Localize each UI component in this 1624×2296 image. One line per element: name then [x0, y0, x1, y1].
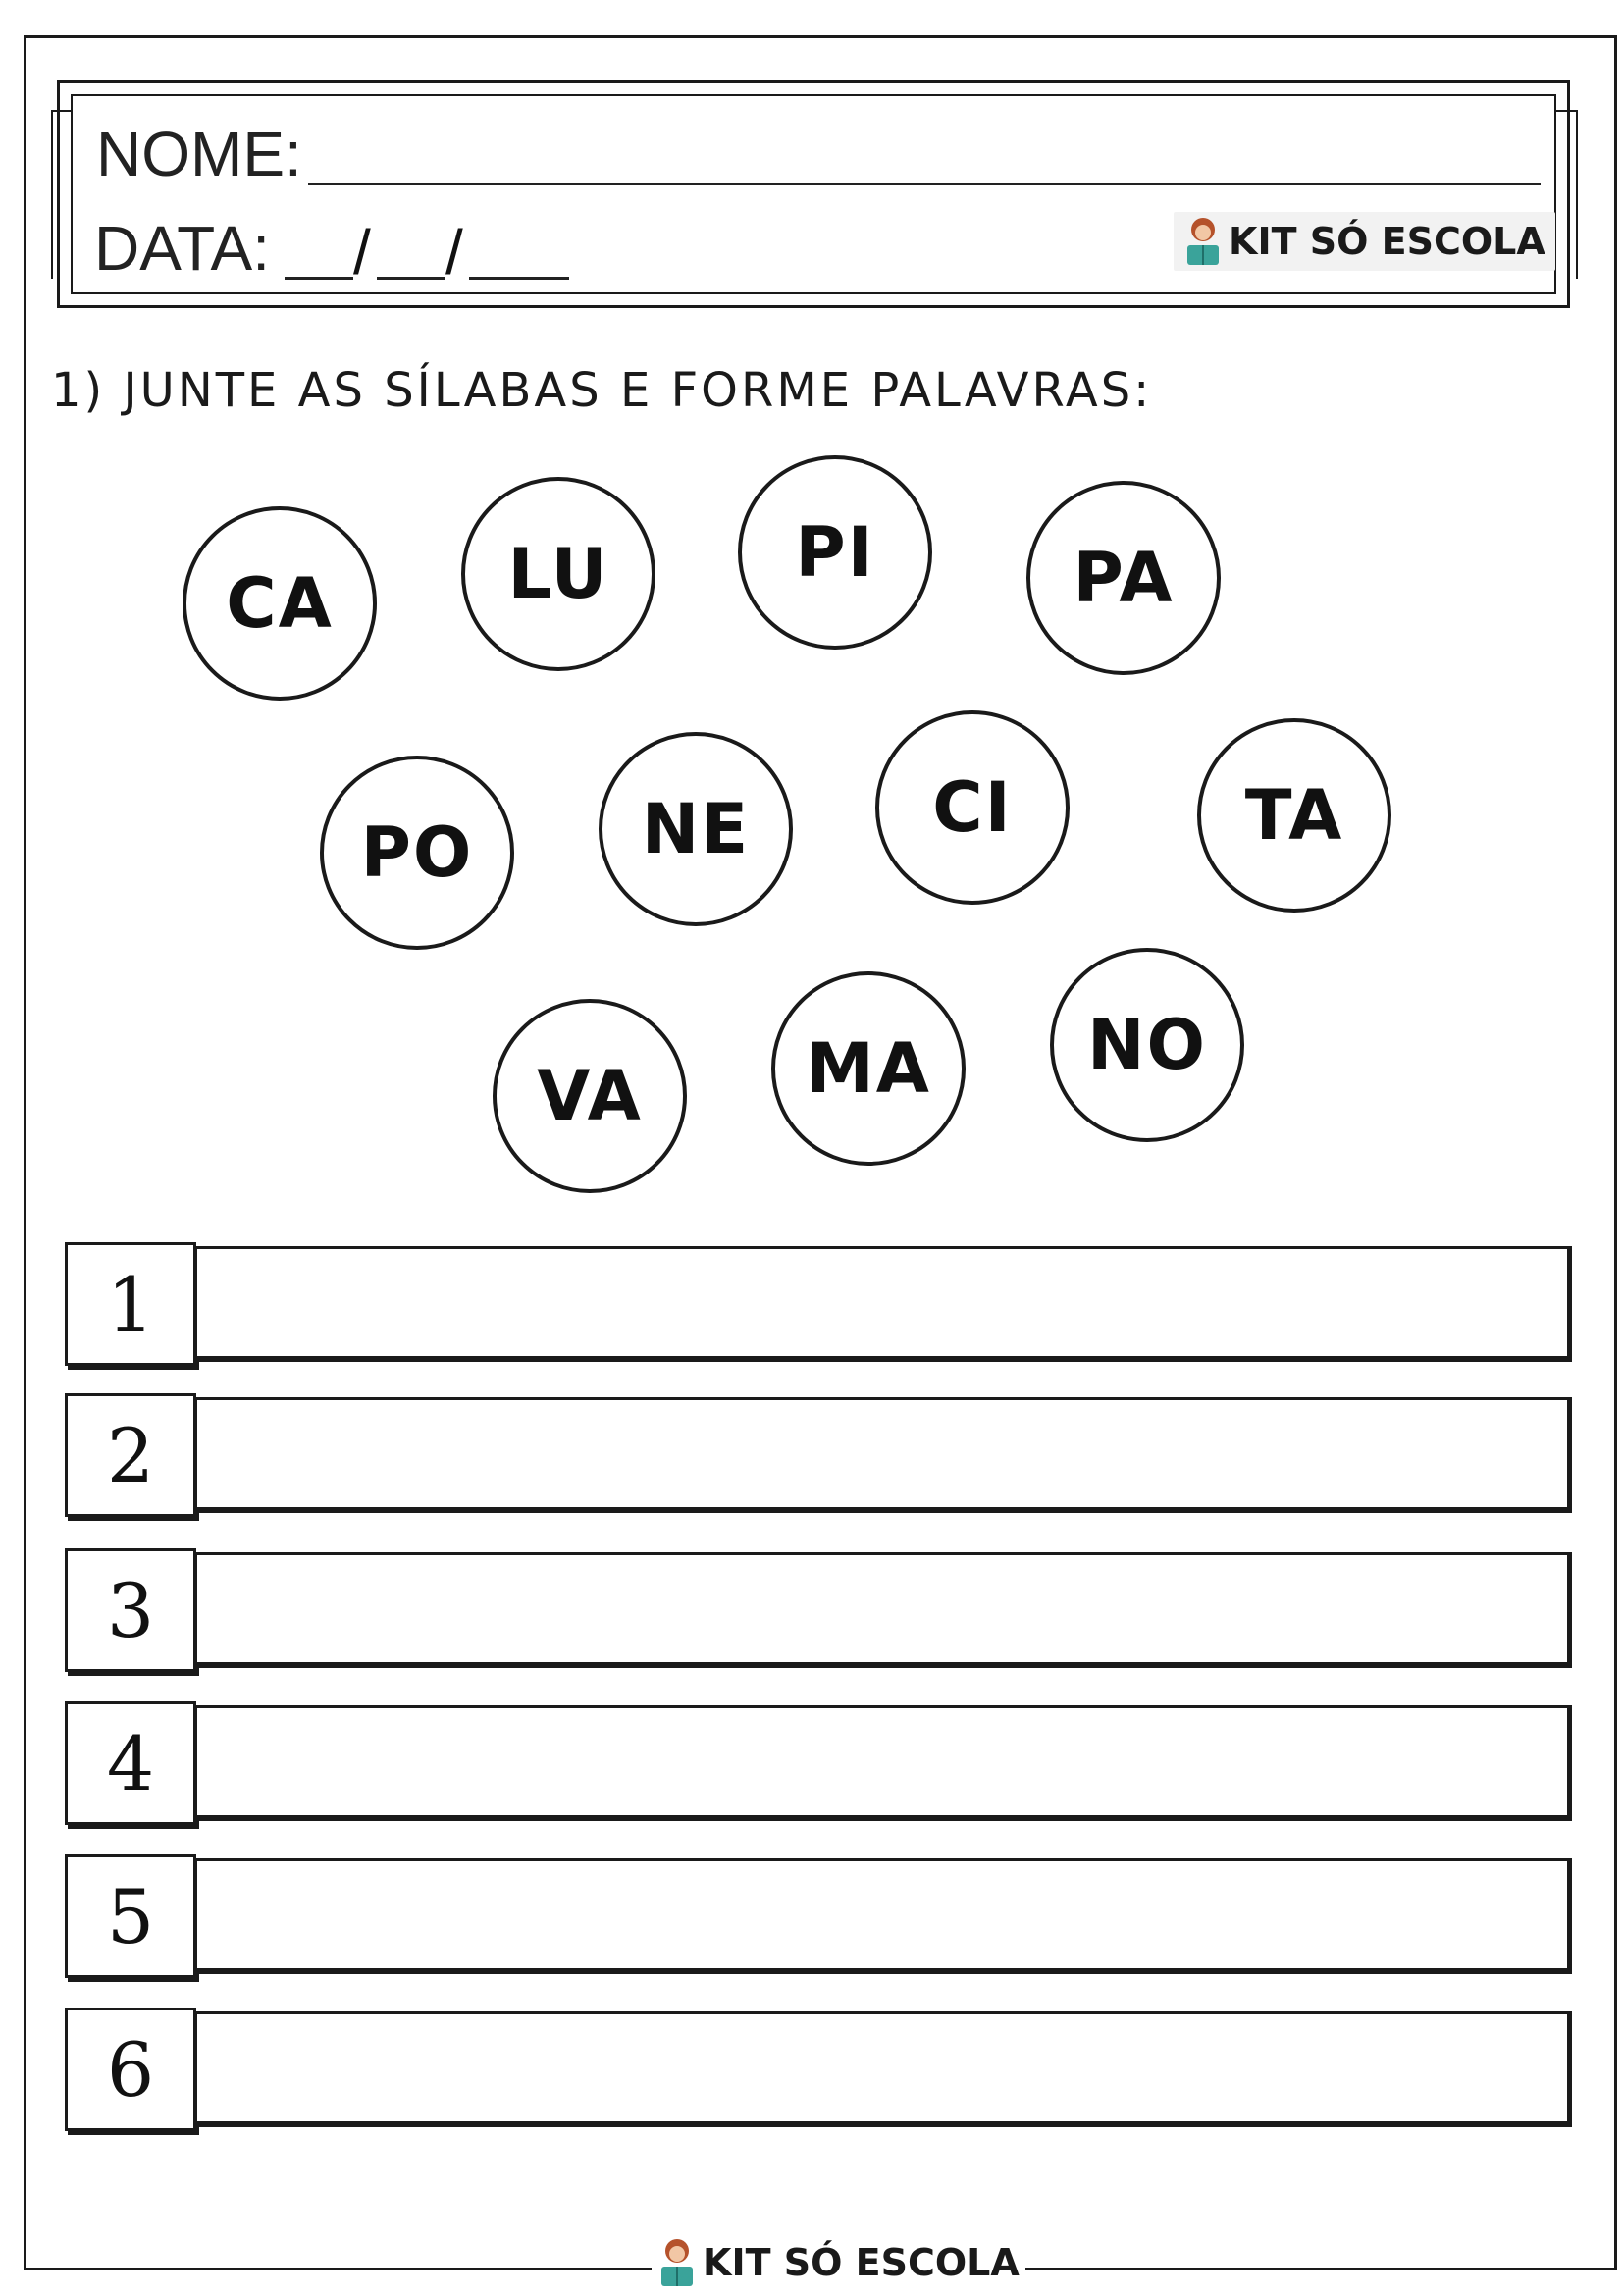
syllable-text: CI — [932, 767, 1013, 848]
answer-field[interactable] — [194, 2011, 1572, 2127]
date-year-field[interactable] — [469, 277, 569, 280]
brand-logo — [1174, 212, 1555, 271]
syllable-text: LU — [507, 534, 609, 614]
syllable-text: VA — [537, 1056, 643, 1136]
syllable-circle — [183, 506, 377, 701]
row-number-text: 4 — [106, 1719, 155, 1807]
answer-field[interactable] — [194, 1552, 1572, 1668]
syllable-circle — [1026, 481, 1221, 675]
syllable-text: NO — [1086, 1005, 1208, 1085]
instruction-text: 1) JUNTE AS SÍLABAS E FORME PALAVRAS: — [51, 363, 1153, 418]
brand-text: KIT SÓ ESCOLA — [1229, 220, 1545, 263]
answer-field[interactable] — [194, 1397, 1572, 1513]
syllable-circle — [493, 999, 687, 1193]
syllable-text: NE — [641, 789, 751, 869]
row-number — [65, 1548, 196, 1672]
syllable-circle — [875, 710, 1070, 905]
syllable-text: MA — [806, 1028, 931, 1109]
date-month-field[interactable] — [377, 277, 445, 280]
answer-row — [65, 2008, 1576, 2131]
syllable-text: PO — [360, 812, 474, 893]
syllable-text: PI — [795, 512, 875, 593]
row-number-text: 2 — [106, 1411, 155, 1499]
date-slash: / — [445, 217, 463, 287]
row-number-text: 3 — [106, 1566, 155, 1654]
answer-row — [65, 1393, 1576, 1517]
syllable-circle — [1197, 718, 1391, 913]
syllable-text: CA — [226, 563, 334, 644]
student-reading-icon — [657, 2237, 697, 2288]
row-number-text: 5 — [106, 1872, 155, 1960]
syllable-circle — [738, 455, 932, 650]
answer-row — [65, 1242, 1576, 1366]
student-reading-icon — [1183, 216, 1223, 267]
footer-divider — [987, 2268, 1617, 2270]
answer-field[interactable] — [194, 1246, 1572, 1362]
footer-brand-text: KIT SÓ ESCOLA — [703, 2241, 1020, 2284]
header-decoration-left — [51, 110, 73, 279]
syllable-text: TA — [1244, 775, 1344, 856]
date-day-field[interactable] — [285, 277, 353, 280]
header-decoration-right — [1556, 110, 1578, 279]
row-number-text: 6 — [106, 2025, 155, 2113]
row-number — [65, 1854, 196, 1978]
name-label: NOME: — [96, 119, 302, 189]
row-number-text: 1 — [106, 1260, 155, 1348]
answer-row — [65, 1548, 1576, 1672]
syllable-circle — [599, 732, 793, 926]
answer-field[interactable] — [194, 1705, 1572, 1821]
name-field[interactable] — [308, 183, 1541, 185]
answer-row — [65, 1854, 1576, 1978]
answer-row — [65, 1701, 1576, 1825]
row-number — [65, 2008, 196, 2131]
syllable-circle — [771, 971, 966, 1166]
syllable-circle — [461, 477, 655, 671]
footer-divider — [24, 2268, 652, 2270]
syllable-circle — [320, 756, 514, 950]
date-slash: / — [353, 217, 371, 287]
row-number — [65, 1242, 196, 1366]
footer-brand-logo — [652, 2237, 1025, 2288]
syllable-text: PA — [1073, 538, 1175, 618]
row-number — [65, 1393, 196, 1517]
date-label: DATA: — [94, 213, 270, 284]
syllable-circle — [1050, 948, 1244, 1142]
answer-field[interactable] — [194, 1858, 1572, 1974]
row-number — [65, 1701, 196, 1825]
